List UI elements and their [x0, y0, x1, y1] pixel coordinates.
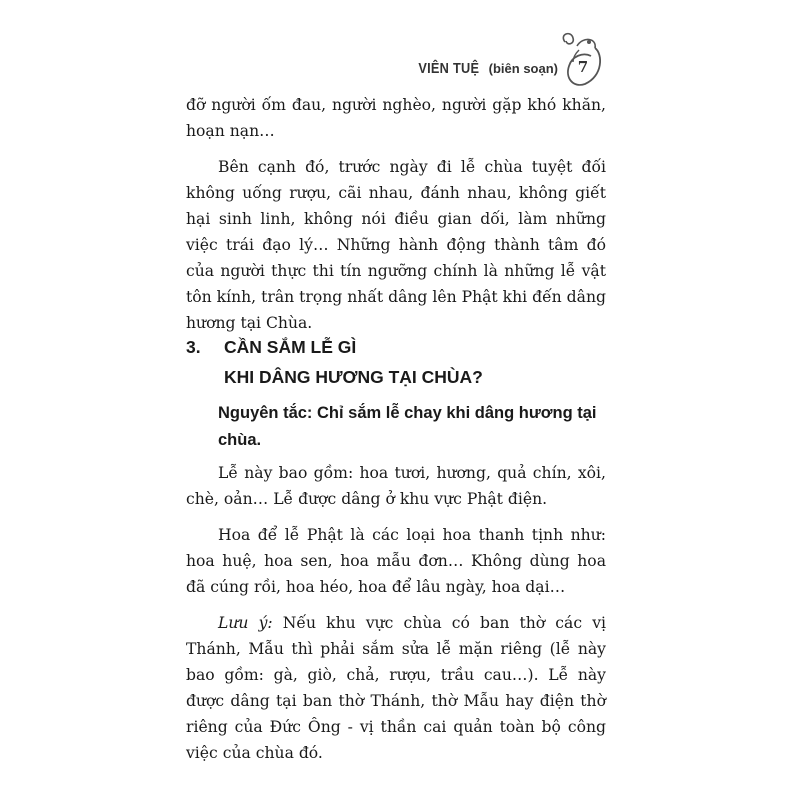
- note-text: Nếu khu vực chùa có ban thờ các vị Thánh, Mẫu thì phải sắm sửa lễ mặn riêng (lễ này bao gồm: gà, giò, chả, rượu, trầu cau…). Lễ này được dâng tại ban thờ Thánh, thờ Mẫu hay điện thờ riêng của Đức Ông - vị thần cai quản toàn bộ công việc của chùa đó.: [186, 614, 606, 762]
- section-heading: [186, 332, 606, 392]
- running-header: [0, 52, 790, 88]
- page-number: 7: [577, 58, 589, 76]
- header-author: [413, 60, 558, 77]
- principle-subheading: Nguyên tắc: Chỉ sắm lễ chay khi dâng hương tại chùa.: [218, 404, 597, 449]
- note-label: Lưu ý:: [218, 614, 273, 632]
- author-name: VIÊN TUỆ: [417, 60, 479, 77]
- body-text-top: [186, 92, 606, 336]
- paragraph: Lễ này bao gồm: hoa tươi, hương, quả chín, xôi, chè, oản… Lễ được dâng ở khu vực Phật điện.: [186, 464, 606, 508]
- paragraph: Bên cạnh đó, trước ngày đi lễ chùa tuyệt đối không uống rượu, cãi nhau, đánh nhau, không giết hại sinh linh, không nói điều gian dối, làm những việc trái đạo lý… Những hành động thành tâm đó của người thực thi tín ngưỡng chính là những lễ vật tôn kính, trân trọng nhất dâng lên Phật khi đến dâng hương tại Chùa.: [186, 158, 606, 332]
- paragraph-continued: đỡ người ốm đau, người nghèo, người gặp khó khăn, hoạn nạn…: [186, 96, 606, 140]
- note-paragraph: [186, 610, 606, 766]
- section-number: 3.: [186, 337, 201, 357]
- section-title-line-1: CẦN SẮM LỄ GÌ: [224, 337, 357, 357]
- body-text-bottom: [186, 460, 606, 766]
- paragraph: Hoa để lễ Phật là các loại hoa thanh tịnh như: hoa huệ, hoa sen, hoa mẫu đơn… Không dùng hoa đã cúng rồi, hoa héo, hoa để lâu ngày, hoa dại…: [186, 526, 606, 596]
- author-role: (biên soạn): [488, 61, 558, 76]
- section-title-line-2: KHI DÂNG HƯƠNG TẠI CHÙA?: [224, 367, 483, 387]
